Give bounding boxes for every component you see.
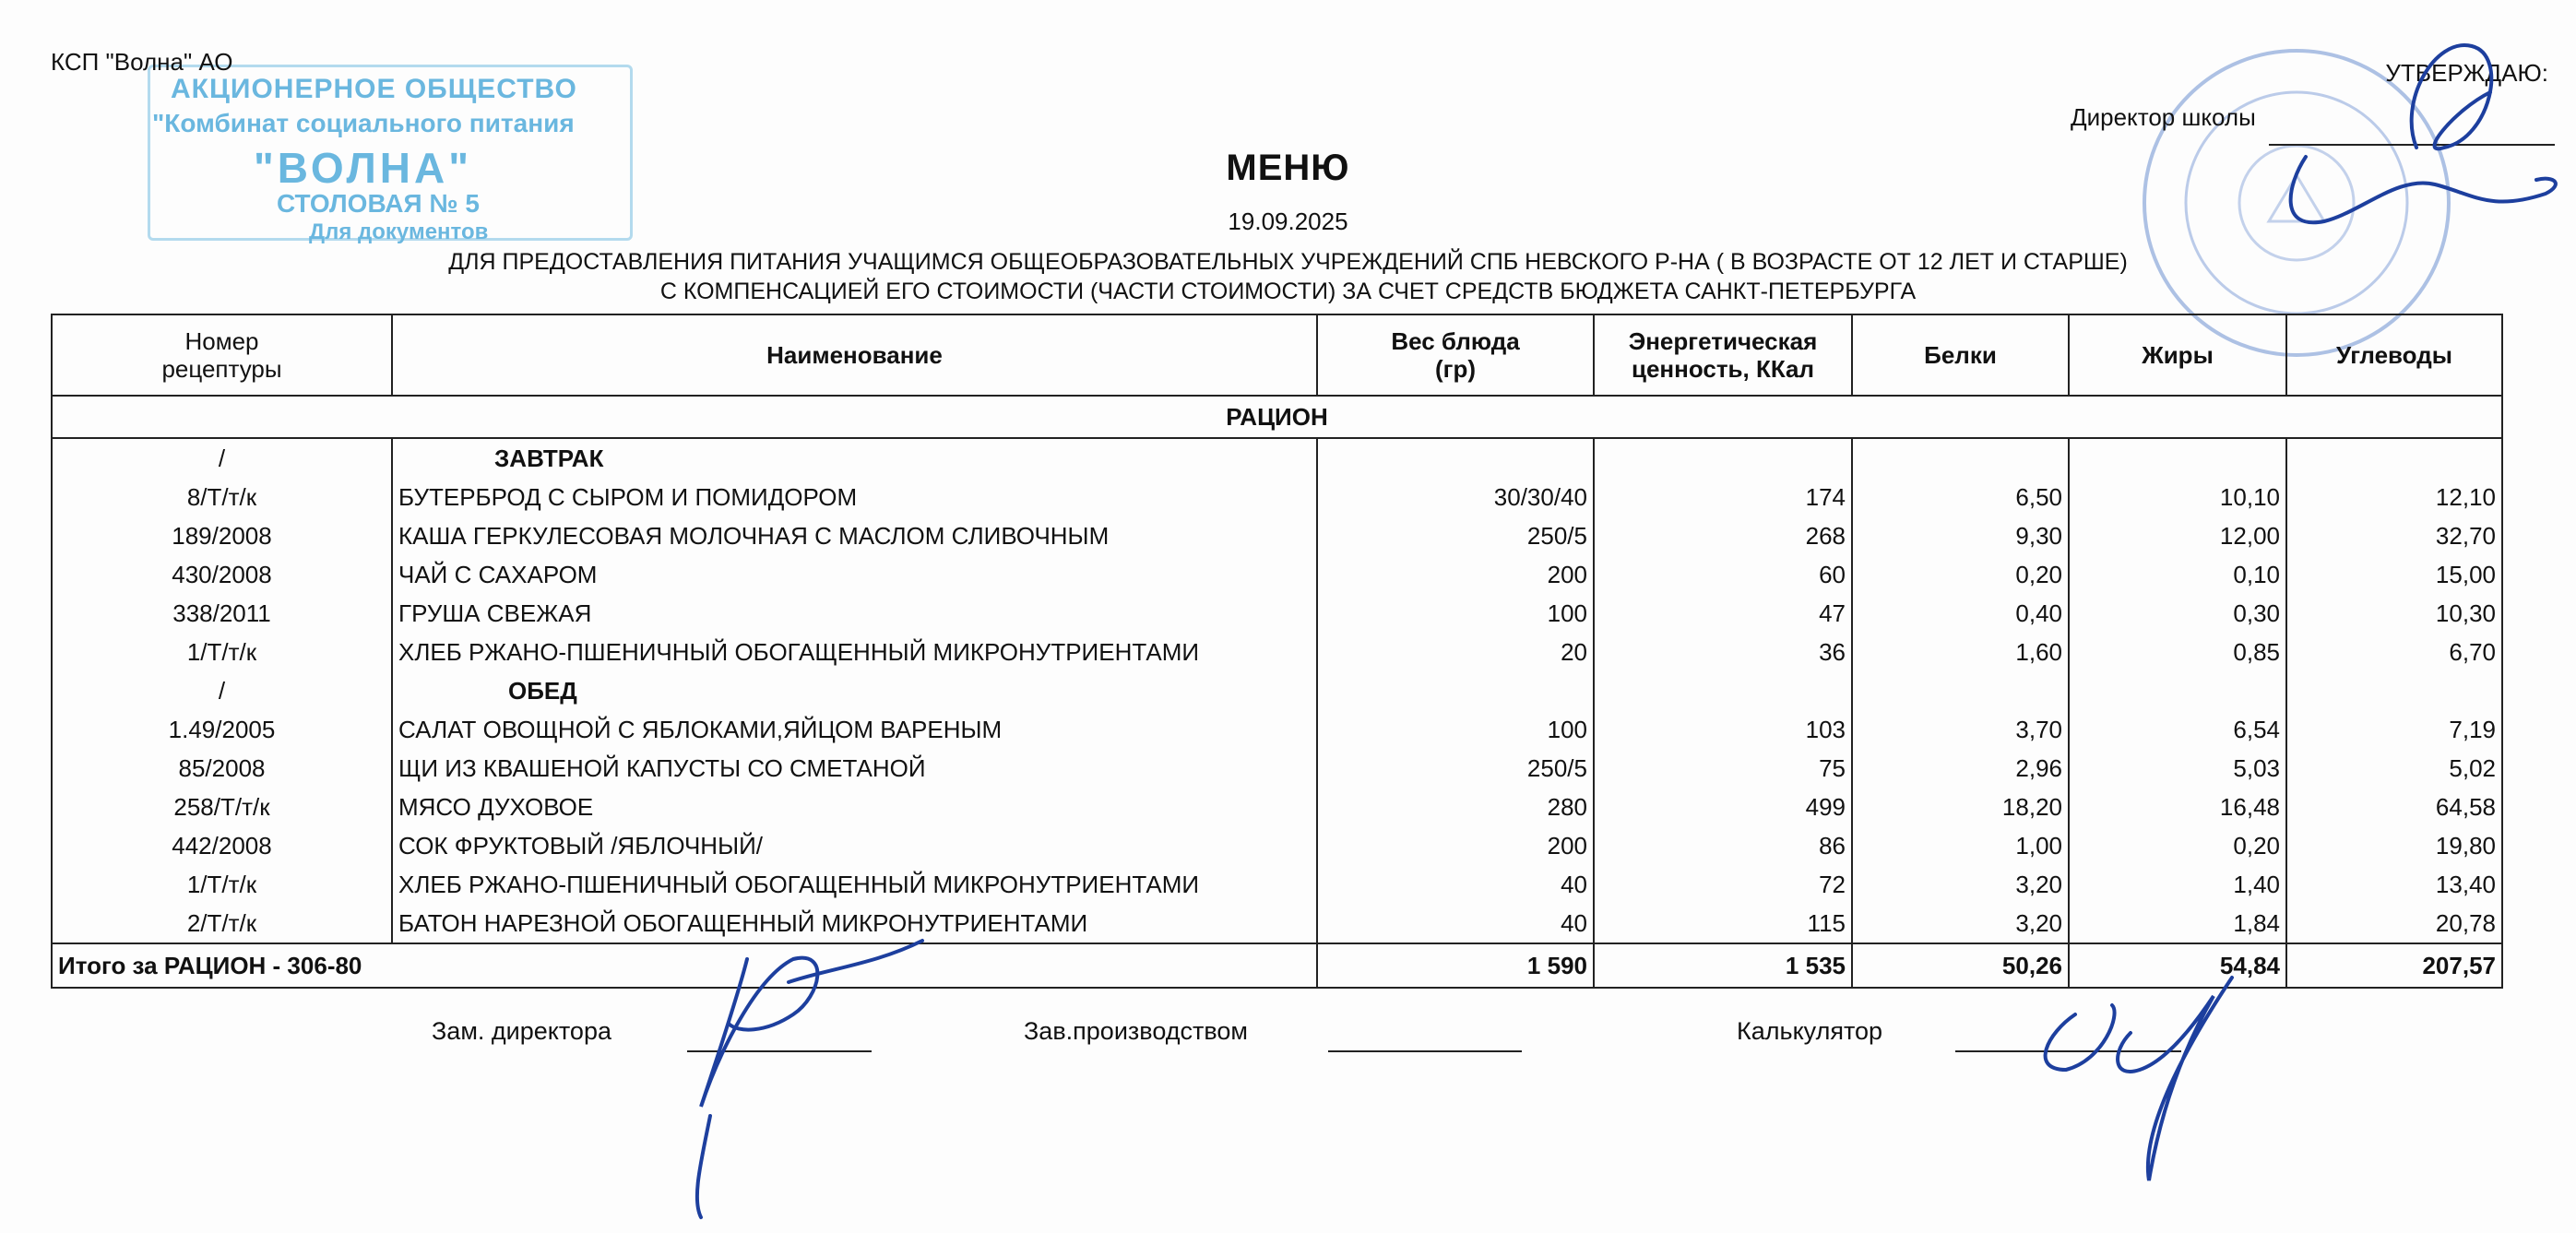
dish-fat: 12,00: [2069, 516, 2286, 555]
recipe-code: 338/2011: [52, 594, 392, 633]
total-energy: 1 535: [1594, 943, 1852, 988]
dish-energy: 86: [1594, 826, 1852, 865]
total-protein: 50,26: [1852, 943, 2069, 988]
dish-weight: 40: [1317, 904, 1594, 943]
meal-title: ЗАВТРАК: [392, 438, 1317, 478]
deputy-signature: [697, 941, 922, 1217]
dish-carbs: 7,19: [2286, 710, 2502, 749]
dish-carbs: 20,78: [2286, 904, 2502, 943]
dish-energy: 115: [1594, 904, 1852, 943]
dish-weight: 40: [1317, 865, 1594, 904]
dish-carbs: 19,80: [2286, 826, 2502, 865]
recipe-code: 8/Т/т/к: [52, 478, 392, 516]
dish-protein: 18,20: [1852, 788, 2069, 826]
dish-fat: 16,48: [2069, 788, 2286, 826]
calculator-label: Калькулятор: [1737, 1017, 1883, 1045]
dish-fat: 1,84: [2069, 904, 2286, 943]
dish-name: КАША ГЕРКУЛЕСОВАЯ МОЛОЧНАЯ С МАСЛОМ СЛИВОЧНЫМ: [392, 516, 1317, 555]
dish-name: СОК ФРУКТОВЫЙ /ЯБЛОЧНЫЙ/: [392, 826, 1317, 865]
dish-fat: 0,85: [2069, 633, 2286, 671]
dish-carbs: 13,40: [2286, 865, 2502, 904]
director-label: Директор школы: [2071, 103, 2256, 131]
col-recipe-line1: Номер: [184, 327, 259, 355]
meal-code: /: [52, 438, 392, 478]
recipe-code: 85/2008: [52, 749, 392, 788]
stamp-line-4: СТОЛОВАЯ № 5: [277, 189, 480, 218]
col-weight-line1: Вес блюда: [1391, 327, 1520, 355]
stamp-line-5: Для документов: [309, 219, 489, 244]
dish-weight: 30/30/40: [1317, 478, 1594, 516]
dish-protein: 3,70: [1852, 710, 2069, 749]
dish-name: БАТОН НАРЕЗНОЙ ОБОГАЩЕННЫЙ МИКРОНУТРИЕНТАМИ: [392, 904, 1317, 943]
dish-fat: 1,40: [2069, 865, 2286, 904]
dish-weight: 250/5: [1317, 749, 1594, 788]
dish-energy: 36: [1594, 633, 1852, 671]
col-weight-line2: (гр): [1434, 355, 1477, 383]
recipe-code: 1/Т/т/к: [52, 865, 392, 904]
menu-date: 19.09.2025: [1228, 207, 1348, 235]
calculator-signature: [2046, 978, 2232, 1180]
dish-carbs: 64,58: [2286, 788, 2502, 826]
total-weight: 1 590: [1317, 943, 1594, 988]
dish-weight: 200: [1317, 555, 1594, 594]
dish-name: ЧАЙ С САХАРОМ: [392, 555, 1317, 594]
col-protein-header: Белки: [1852, 314, 2069, 396]
stamp-line-2: "Комбинат социального питания: [152, 109, 575, 137]
col-name-header: Наименование: [392, 314, 1317, 396]
recipe-code: 1.49/2005: [52, 710, 392, 749]
subtitle-line-2: С КОМПЕНСАЦИЕЙ ЕГО СТОИМОСТИ (ЧАСТИ СТОИМОСТИ) ЗА СЧЕТ СРЕДСТВ БЮДЖЕТА САНКТ-ПЕТЕРБУРГА: [659, 279, 1917, 304]
col-energy-line2: ценность, ККал: [1631, 355, 1815, 383]
dish-name: БУТЕРБРОД С СЫРОМ И ПОМИДОРОМ: [392, 478, 1317, 516]
dish-weight: 100: [1317, 710, 1594, 749]
recipe-code: 189/2008: [52, 516, 392, 555]
section-title: РАЦИОН: [52, 396, 2502, 438]
approve-label: УТВЕРЖДАЮ:: [2385, 59, 2548, 87]
dish-fat: 0,10: [2069, 555, 2286, 594]
dish-energy: 72: [1594, 865, 1852, 904]
stamp-line-3: "ВОЛНА": [254, 144, 473, 192]
organization-name: КСП "Волна" АО: [51, 48, 233, 76]
col-carbs-header: Углеводы: [2286, 314, 2502, 396]
total-carbs: 207,57: [2286, 943, 2502, 988]
dish-protein: 9,30: [1852, 516, 2069, 555]
meal-code: /: [52, 671, 392, 710]
dish-protein: 1,00: [1852, 826, 2069, 865]
dish-name: ХЛЕБ РЖАНО-ПШЕНИЧНЫЙ ОБОГАЩЕННЫЙ МИКРОНУТРИЕНТАМИ: [392, 633, 1317, 671]
dish-name: ЩИ ИЗ КВАШЕНОЙ КАПУСТЫ СО СМЕТАНОЙ: [392, 749, 1317, 788]
dish-fat: 6,54: [2069, 710, 2286, 749]
dish-carbs: 32,70: [2286, 516, 2502, 555]
dish-protein: 0,20: [1852, 555, 2069, 594]
deputy-label: Зам. директора: [432, 1017, 611, 1045]
col-recipe-line2: рецептуры: [161, 355, 282, 383]
stamp-line-1: АКЦИОНЕРНОЕ ОБЩЕСТВО: [171, 74, 577, 104]
dish-weight: 20: [1317, 633, 1594, 671]
dish-fat: 0,30: [2069, 594, 2286, 633]
dish-protein: 2,96: [1852, 749, 2069, 788]
dish-energy: 60: [1594, 555, 1852, 594]
dish-carbs: 15,00: [2286, 555, 2502, 594]
dish-energy: 499: [1594, 788, 1852, 826]
total-fat: 54,84: [2069, 943, 2286, 988]
dish-protein: 3,20: [1852, 904, 2069, 943]
dish-carbs: 5,02: [2286, 749, 2502, 788]
dish-weight: 100: [1317, 594, 1594, 633]
recipe-code: 430/2008: [52, 555, 392, 594]
subtitle-line-1: ДЛЯ ПРЕДОСТАВЛЕНИЯ ПИТАНИЯ УЧАЩИМСЯ ОБЩЕОБРАЗОВАТЕЛЬНЫХ УЧРЕЖДЕНИЙ СПБ НЕВСКОГО Р-НА ( В ВОЗРАСТЕ ОТ 12 ЛЕТ И СТАРШЕ): [448, 249, 2128, 275]
recipe-code: 2/Т/т/к: [52, 904, 392, 943]
dish-protein: 6,50: [1852, 478, 2069, 516]
dish-carbs: 6,70: [2286, 633, 2502, 671]
production-label: Зав.производством: [1024, 1017, 1248, 1045]
dish-energy: 174: [1594, 478, 1852, 516]
total-label: Итого за РАЦИОН - 306-80: [52, 943, 1317, 988]
dish-weight: 250/5: [1317, 516, 1594, 555]
director-signature: [2291, 45, 2556, 222]
page-title: МЕНЮ: [1226, 148, 1350, 188]
dish-carbs: 12,10: [2286, 478, 2502, 516]
dish-energy: 75: [1594, 749, 1852, 788]
dish-name: ГРУША СВЕЖАЯ: [392, 594, 1317, 633]
dish-name: ХЛЕБ РЖАНО-ПШЕНИЧНЫЙ ОБОГАЩЕННЫЙ МИКРОНУТРИЕНТАМИ: [392, 865, 1317, 904]
dish-name: САЛАТ ОВОЩНОЙ С ЯБЛОКАМИ,ЯЙЦОМ ВАРЕНЫМ: [392, 710, 1317, 749]
recipe-code: 1/Т/т/к: [52, 633, 392, 671]
recipe-code: 258/Т/т/к: [52, 788, 392, 826]
meal-title: ОБЕД: [392, 671, 1317, 710]
recipe-code: 442/2008: [52, 826, 392, 865]
dish-fat: 5,03: [2069, 749, 2286, 788]
dish-name: МЯСО ДУХОВОЕ: [392, 788, 1317, 826]
col-fat-header: Жиры: [2069, 314, 2286, 396]
dish-weight: 280: [1317, 788, 1594, 826]
dish-fat: 10,10: [2069, 478, 2286, 516]
dish-energy: 268: [1594, 516, 1852, 555]
dish-energy: 47: [1594, 594, 1852, 633]
dish-protein: 1,60: [1852, 633, 2069, 671]
dish-weight: 200: [1317, 826, 1594, 865]
dish-fat: 0,20: [2069, 826, 2286, 865]
col-energy-line1: Энергетическая: [1628, 327, 1818, 355]
dish-energy: 103: [1594, 710, 1852, 749]
dish-protein: 3,20: [1852, 865, 2069, 904]
dish-carbs: 10,30: [2286, 594, 2502, 633]
dish-protein: 0,40: [1852, 594, 2069, 633]
